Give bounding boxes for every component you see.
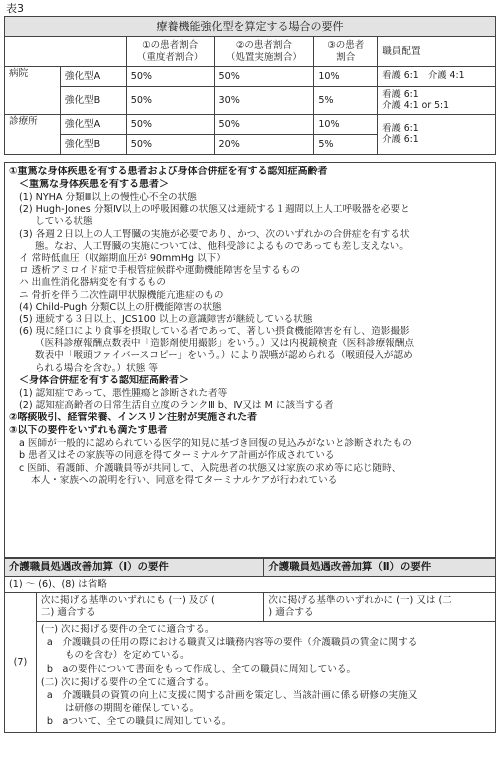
requirement-item: (1) NYHA 分類Ⅲ以上の慢性心不全の状態	[19, 192, 197, 203]
cell-ratio-3: 10%	[314, 67, 378, 87]
detail-line: b aの要件について書面をもって作成し、全ての職員に周知している。	[46, 663, 357, 675]
requirements-table	[4, 16, 496, 155]
row-group-hospital: 病院	[5, 67, 61, 115]
corner-cell	[5, 37, 127, 67]
cell-ratio-2: 30%	[214, 87, 314, 115]
table-caption: 表3	[6, 2, 24, 15]
detail-line: a 介護職員の資質の向上に支援に関する計画を策定し、当該計画に係る研修の実施又	[46, 689, 418, 701]
cell-ratio-3: 5%	[314, 87, 378, 115]
requirement-item: (2) Hugh-Jones 分類Ⅳ以上の呼吸困難の状態又は連続する１週間以上人工呼吸器を必要と	[19, 204, 410, 216]
requirement-item: a 医師が一般的に認められている医学的知見に基づき回復の見込みがないと診断されたもの	[19, 438, 412, 450]
requirement-item: ロ 透析アミロイド症で手根管症候群や運動機能障害を呈するもの	[19, 265, 300, 277]
detail-line: a 介護職員の任用の際における職責又は職務内容等の要件（介護職員の賃金に関する	[46, 637, 418, 649]
requirement-item: b 患者又はその家族等の同意を得てターミナルケア計画が作成されている	[19, 450, 335, 462]
requirement-item: (6) 現に経口により食事を摂取している者であって、著しい摂食機能障害を有し、造影撮影	[19, 326, 410, 338]
row-type: 強化型A	[60, 67, 126, 87]
requirement-item: られる場合を含む。）状態 等	[35, 362, 158, 374]
detail-line: (一) 次に掲げる要件の全てに適合する。	[40, 623, 215, 635]
requirement-subheading: ＜身体合併症を有する認知症高齢者＞	[19, 374, 189, 386]
header-ratio-3: ③の患者 割合	[314, 37, 378, 67]
cell-staffing: 看護 6:1 介護 4:1	[378, 67, 496, 87]
cell-ratio-1: 50%	[126, 67, 214, 87]
requirement-heading: ③以下の要件をいずれも満たす患者	[9, 425, 168, 437]
cell-ratio-2: 50%	[214, 115, 314, 135]
requirement-heading: ①重篤な身体疾患を有する患者および身体合併症を有する認知症高齢者	[9, 166, 328, 177]
requirement-item: 数表中「喉頭ファイバースコピー」をいう。）により誤嚥が認められる（喉頭侵入が認め	[35, 350, 413, 362]
requirement-item: (3) 各週２日以上の人工腎臓の実施が必要であり、かつ、次のいずれかの合併症を有する状	[19, 228, 410, 240]
cell-ratio-3: 5%	[314, 135, 378, 155]
requirement-item: ハ 出血性消化器病変を有するもの	[19, 277, 166, 289]
requirement-heading: ②喀痰吸引、経管栄養、インスリン注射が実施された者	[9, 412, 258, 424]
cell-ratio-1: 50%	[126, 115, 214, 135]
requirement-item: （医科診療報酬点数表中「造影剤使用撮影」をいう。）又は内視鏡検査（医科診療報酬点	[35, 338, 414, 350]
table-title: 療養機能強化型を算定する場合の要件	[5, 17, 496, 37]
detail-line: ものを含む）を定めている。	[64, 650, 190, 662]
cell-ratio-2: 50%	[214, 67, 314, 87]
cell-ratio-3: 10%	[314, 115, 378, 135]
requirement-item: (5) 連続する３日以上、JCS100 以上の意識障害が継続している状態	[19, 313, 313, 325]
requirement-item: 態。なお、人工腎臓の実施については、他科受診によるものであっても差し支えない。	[35, 240, 409, 252]
requirement-item: イ 常時低血圧（収縮期血圧が 90mmHg 以下）	[19, 252, 226, 264]
patient-requirements-section	[4, 162, 496, 558]
cell-ratio-1: 50%	[126, 135, 214, 155]
omitted-note: (1) 〜 (6)、(8) は省略	[5, 577, 496, 593]
cell-staffing: 看護 6:1 介護 4:1 or 5:1	[378, 87, 496, 115]
header-staffing: 職員配置	[378, 37, 496, 67]
cell-staffing: 看護 6:1 介護 6:1	[378, 115, 496, 155]
requirement-subheading: ＜重篤な身体疾患を有する患者＞	[19, 179, 169, 190]
row-type: 強化型B	[60, 135, 126, 155]
requirement-item: ニ 骨折を伴う二次性副甲状腺機能亢進症のもの	[19, 289, 224, 301]
allowance-detail	[36, 621, 495, 733]
allowance-1-condition: 次に掲げる基準のいずれにも (一) 及び ( 二) 適合する	[36, 593, 264, 622]
cell-ratio-1: 50%	[126, 87, 214, 115]
cell-ratio-2: 20%	[214, 135, 314, 155]
header-ratio-2: ②の患者割合 （処置実施割合）	[214, 37, 314, 67]
detail-line: b aついて、全ての職員に周知している。	[46, 716, 232, 728]
row-type: 強化型B	[60, 87, 126, 115]
requirement-item: 本人・家族への説明を行い、同意を得てターミナルケアが行われている	[31, 474, 338, 486]
header-ratio-1: ①の患者割合 （重度者割合）	[126, 37, 214, 67]
allowance-2-header: 介護職員処遇改善加算（Ⅱ）の要件	[264, 559, 496, 577]
care-worker-allowance-table	[4, 558, 496, 733]
requirement-item: (4) Child-Pugh 分類C以上の肝機能障害の状態	[19, 301, 222, 313]
row-type: 強化型A	[60, 115, 126, 135]
row-label: (7)	[5, 593, 37, 733]
allowance-2-condition: 次に掲げる基準のいずれかに (一) 又は (二 ) 適合する	[264, 593, 496, 622]
requirement-item: している状態	[35, 216, 93, 228]
detail-line: は研修の期間を確保している。	[64, 703, 200, 715]
detail-line: (二) 次に掲げる要件の全てに適合する。	[40, 676, 215, 688]
requirement-item: (2) 認知症高齢者の日常生活自立度のランクⅢ b、Ⅳ又は M に該当する者	[19, 400, 334, 411]
row-group-clinic: 診療所	[5, 115, 61, 155]
requirement-item: (1) 認知症であって、悪性腫瘍と診断された者等	[19, 387, 228, 399]
allowance-1-header: 介護職員処遇改善加算（Ⅰ）の要件	[5, 559, 264, 577]
requirement-item: c 医師、看護師、介護職員等が共同して、入院患者の状態又は家族の求め等に応じ随時、	[19, 462, 402, 474]
